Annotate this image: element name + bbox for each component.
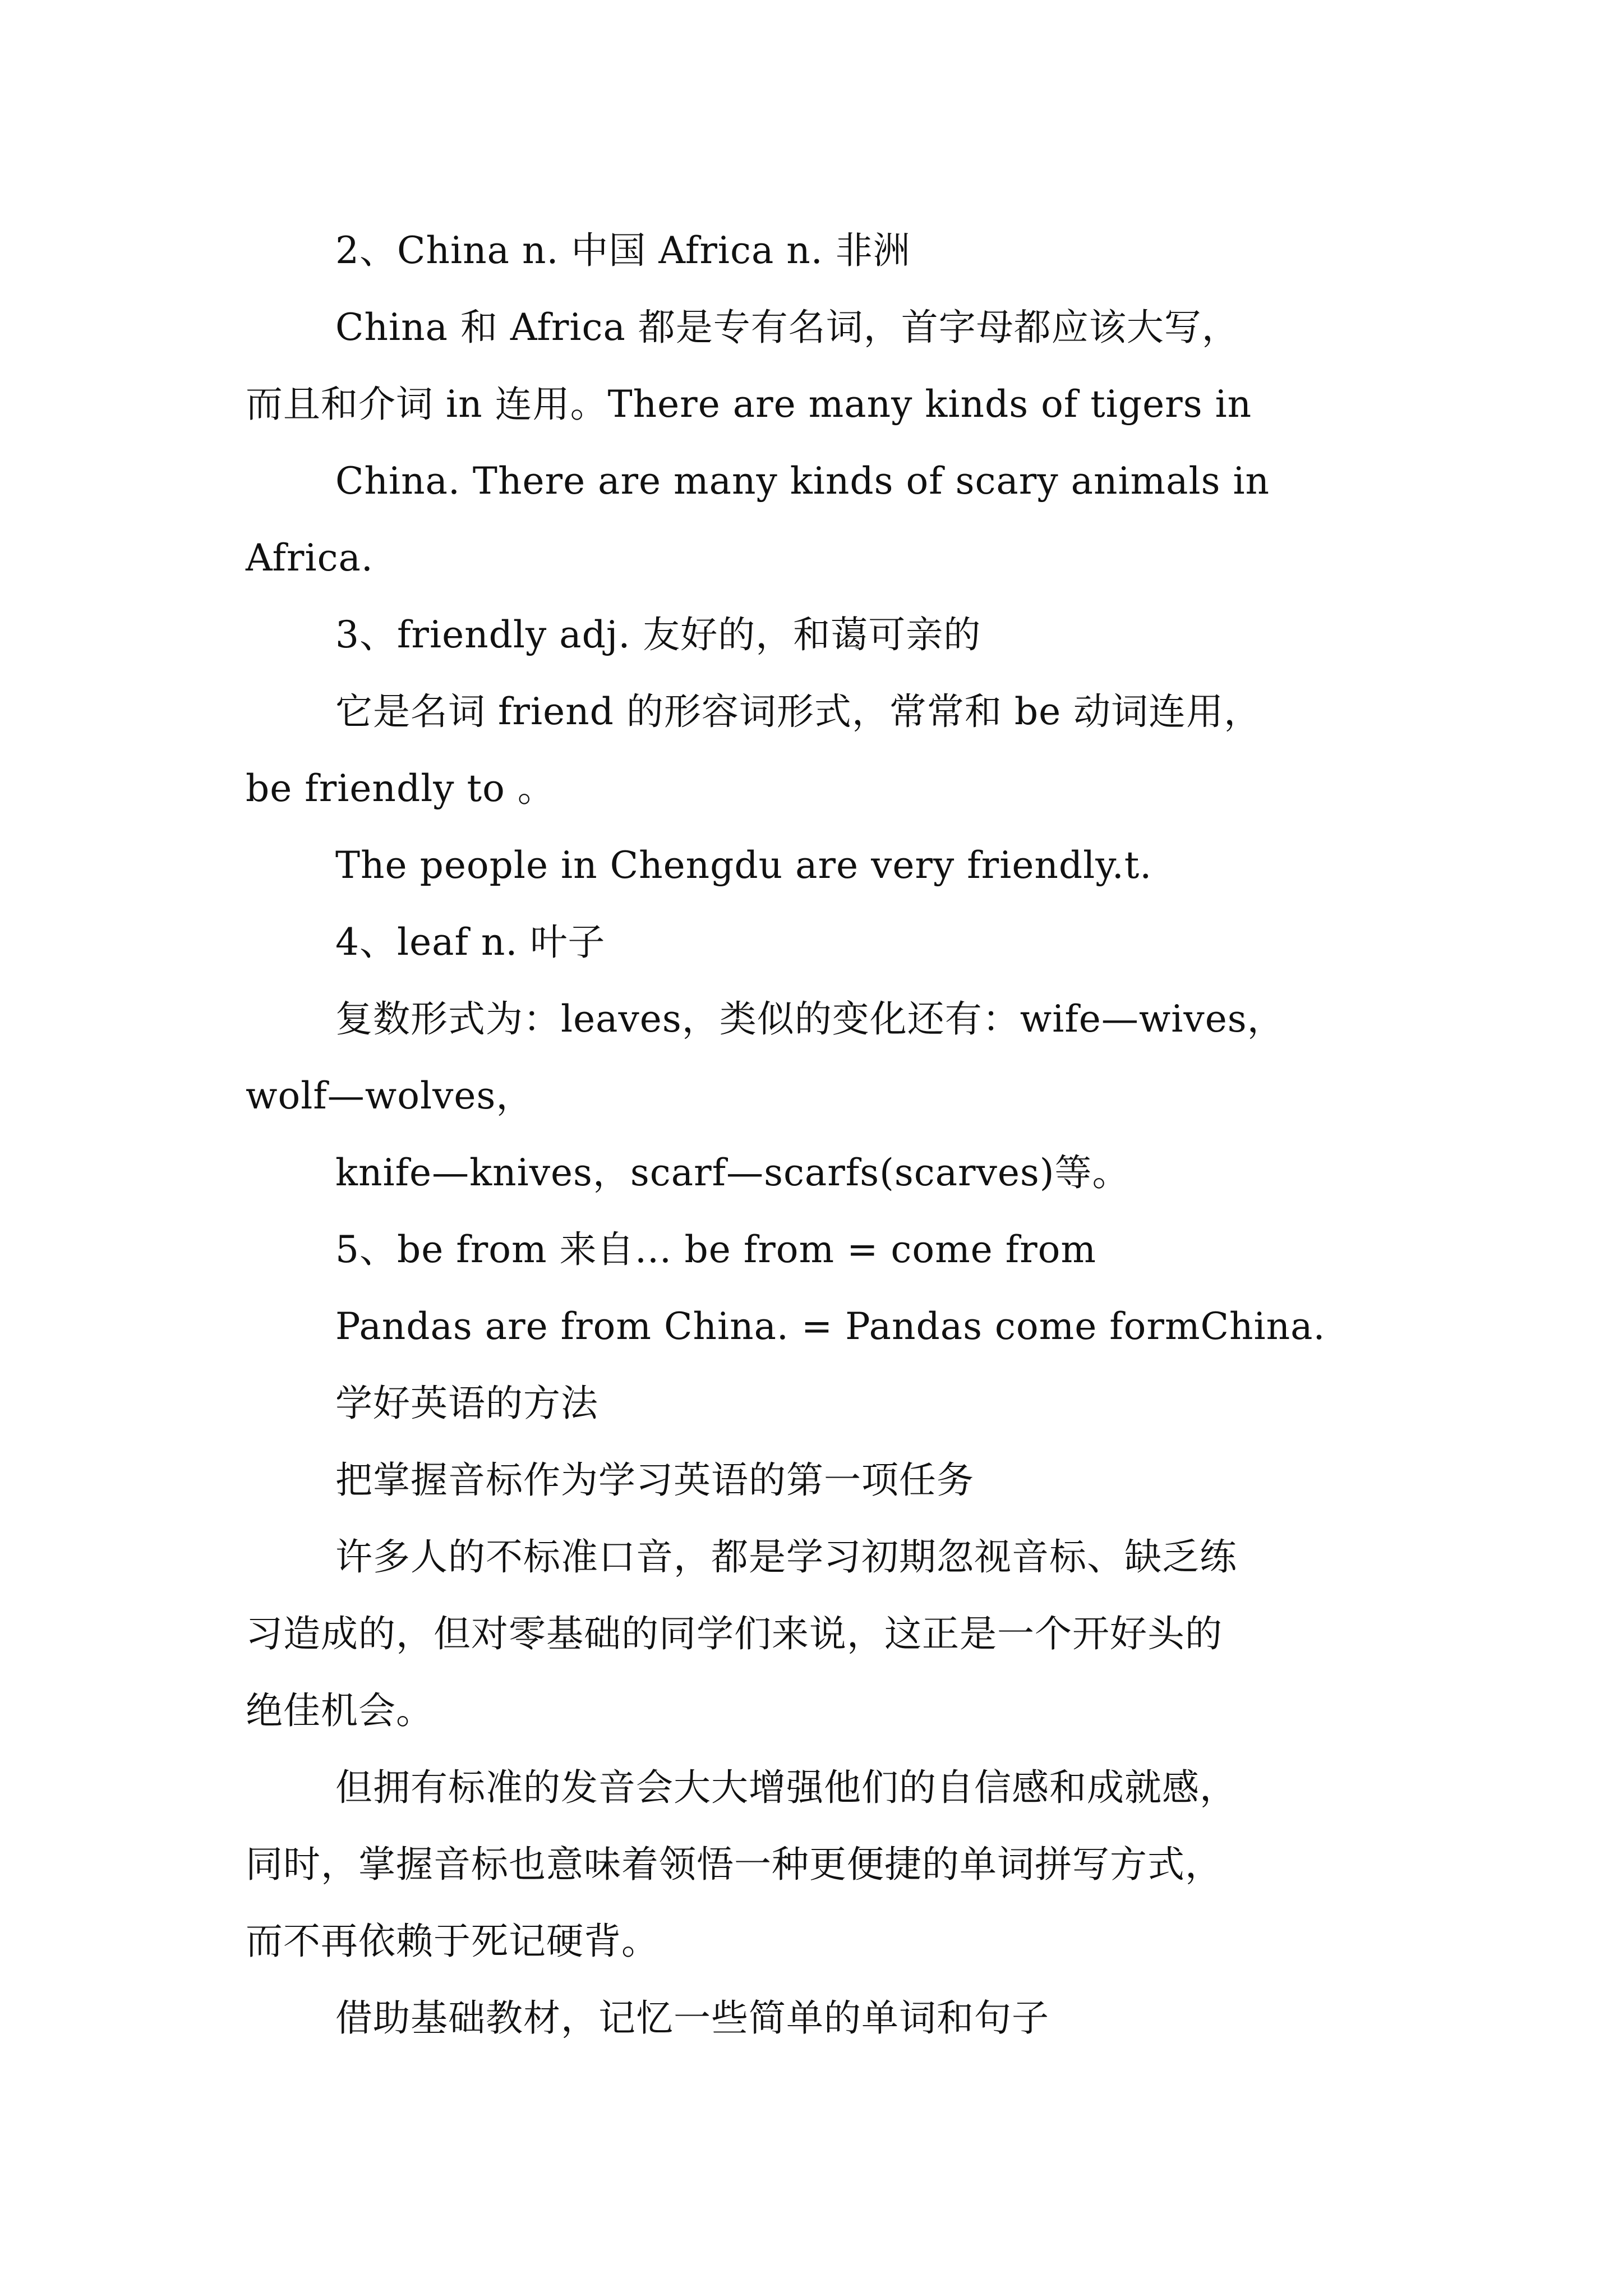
example-sentence-continued: Africa.	[246, 536, 374, 579]
heading-leaf: 4、leaf n. 叶子	[335, 921, 606, 964]
example-sentence: Pandas are from China. = Pandas come formChina.	[335, 1305, 1326, 1348]
subheading: 借助基础教材，记忆一些简单的单词和句子	[335, 1996, 1049, 2040]
example-sentence: China. There are many kinds of scary animals in	[335, 459, 1270, 503]
paragraph-line: be friendly to 。	[246, 767, 555, 810]
paragraph-line: 习造成的，但对零基础的同学们来说，这正是一个开好头的	[246, 1612, 1223, 1655]
example-sentence: The people in Chengdu are very friendly.t.	[335, 844, 1152, 887]
paragraph-line: 复数形式为：leaves，类似的变化还有：wife—wives，	[335, 997, 1285, 1041]
heading-friendly: 3、friendly adj. 友好的，和蔼可亲的	[335, 613, 981, 656]
section-heading: 学好英语的方法	[335, 1382, 598, 1425]
paragraph-line: 而不再依赖于死记硬背。	[246, 1920, 659, 1963]
paragraph-line: China 和 Africa 都是专有名词，首字母都应该大写，	[335, 306, 1239, 349]
heading-china-africa: 2、China n. 中国 Africa n. 非洲	[335, 229, 911, 272]
paragraph-line: 绝佳机会。	[246, 1689, 434, 1732]
paragraph-line: 它是名词 friend 的形容词形式，常常和 be 动词连用，	[335, 690, 1262, 733]
heading-be-from: 5、be from 来自… be from = come from	[335, 1228, 1096, 1271]
paragraph-line: 许多人的不标准口音，都是学习初期忽视音标、缺乏练	[335, 1535, 1237, 1579]
paragraph-line: 但拥有标准的发音会大大增强他们的自信感和成就感，	[335, 1766, 1237, 1809]
subheading: 把掌握音标作为学习英语的第一项任务	[335, 1458, 974, 1502]
paragraph-line: 而且和介词 in 连用。There are many kinds of tigers in	[246, 383, 1252, 426]
paragraph-line: 同时，掌握音标也意味着领悟一种更便捷的单词拼写方式，	[246, 1843, 1223, 1886]
document-page	[246, 212, 1390, 2056]
paragraph-line: knife—knives，scarf—scarfs(scarves)等。	[335, 1151, 1130, 1194]
paragraph-line: wolf—wolves，	[246, 1074, 534, 1117]
